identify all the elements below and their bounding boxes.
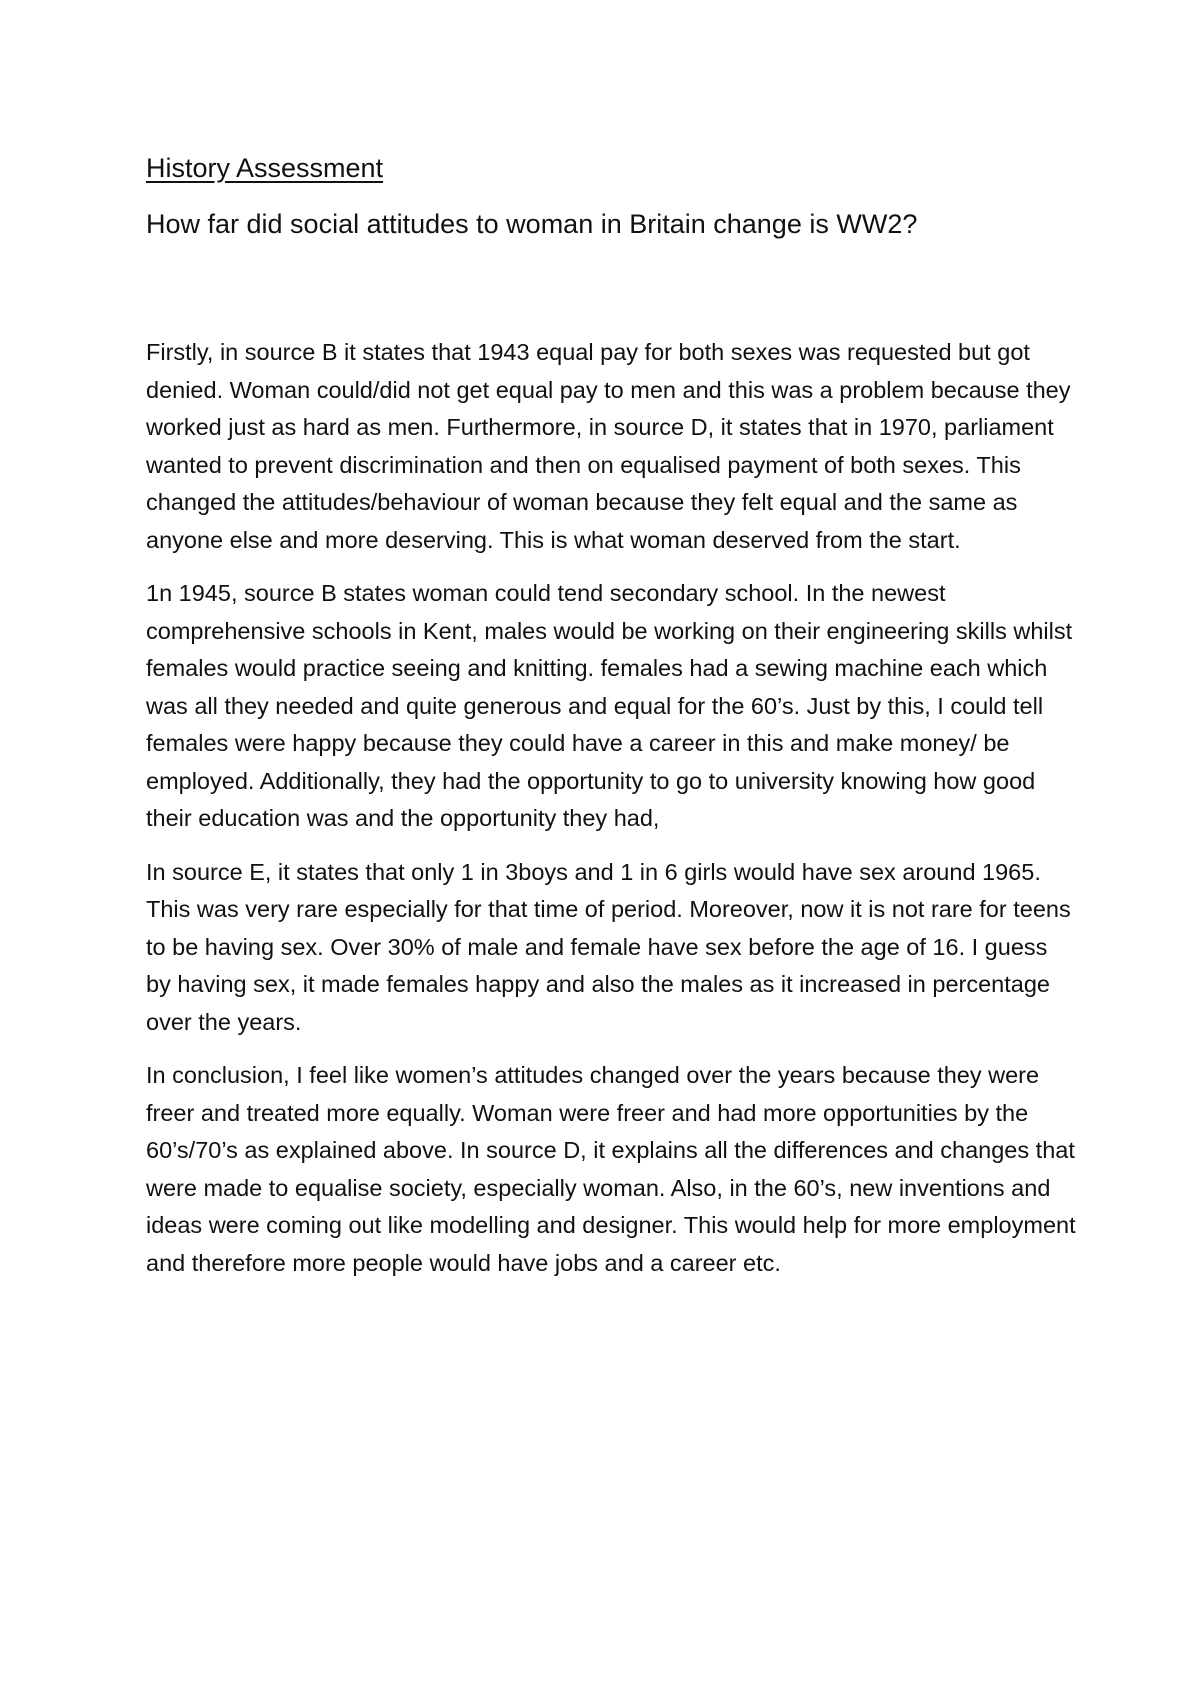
document-body (146, 334, 1076, 1282)
paragraph-4: In conclusion, I feel like women’s attitudes changed over the years because they were freer and treated more equally. Woman were freer and had more opportunities by the 60’s/70’s as explained above. In source D, it explains all the differences and changes that were made to equalise society, especially woman. Also, in the 60’s, new inventions and ideas were coming out like modelling and designer. This would help for more employment and therefore more people would have jobs and a career etc. (146, 1062, 1076, 1276)
document-question: How far did social attitudes to woman in Britain change is WW2? (146, 209, 918, 239)
document-content (146, 150, 1076, 1298)
paragraph-3: In source E, it states that only 1 in 3boys and 1 in 6 girls would have sex around 1965. This was very rare especially for that time of period. Moreover, now it is not rare for teens to be having sex. Over 30% of male and female have sex before the age of 16. I guess by having sex, it made females happy and also the males as it increased in percentage over the years. (146, 858, 1071, 1035)
paragraph-1: Firstly, in source B it states that 1943 equal pay for both sexes was requested but got denied. Woman could/did not get equal pay to men and this was a problem because they worked just as hard as men. Furthermore, in source D, it states that in 1970, parliament wanted to prevent discrimination and then on equalised payment of both sexes. This changed the attitudes/behaviour of woman because they felt equal and the same as anyone else and more deserving. This is what woman deserved from the start. (146, 339, 1071, 553)
document-title: History Assessment (146, 153, 384, 183)
paragraph-2: 1n 1945, source B states woman could tend secondary school. In the newest comprehensive schools in Kent, males would be working on their engineering skills whilst females would practice seeing and knitting. females had a sewing machine each which was all they needed and quite generous and equal for the 60’s. Just by this, I could tell females were happy because they could have a career in this and make money/ be employed. Additionally, they had the opportunity to go to university knowing how good their education was and the opportunity they had, (146, 580, 1073, 831)
